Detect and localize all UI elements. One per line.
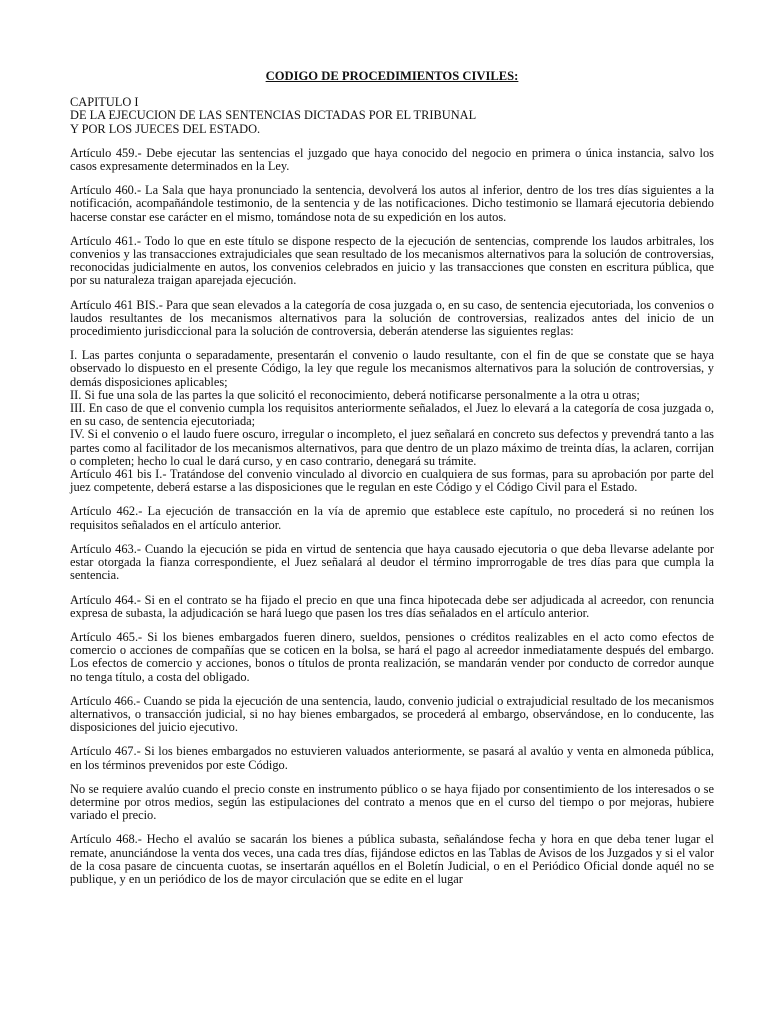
rule-i: I. Las partes conjunta o separadamente, presentarán el convenio o laudo resultante, con el fin de que se constate que se haya observado lo dispuesto en el presente Código, la ley que regule los mecanismos alternativos para la solución de controversias, y demás disposiciones aplicables; xyxy=(70,348,714,389)
rule-iv: IV. Si el convenio o el laudo fuere oscuro, irregular o incompleto, el juez señalará en concreto sus defectos y prevendrá tanto a las partes como al facilitador de los mecanismos alternativos, para que dentro de un plazo máximo de treinta días, la aclaren, corrijan o completen; hecho lo cual le dará curso, y en caso contrario, denegará su trámite. xyxy=(70,427,714,468)
article-467-paragraph-2: No se requiere avalúo cuando el precio conste en instrumento público o se haya fijado por consentimiento de los interesados o se determine por otros medios, según las estipulaciones del contrato a menos que en el curso del tiempo o por mejoras, hubiere variado el precio. xyxy=(70,781,714,823)
chapter-title-line-2: Y POR LOS JUECES DEL ESTADO. xyxy=(70,121,261,136)
article-461-bis-rules xyxy=(70,349,714,494)
article-462: Artículo 462.- La ejecución de transacción en la vía de apremio que establece este capítulo, no procederá si no reúnen los requisitos señalados en el artículo anterior. xyxy=(70,504,714,532)
article-461-bis: Artículo 461 BIS.- Para que sean elevados a la categoría de cosa juzgada o, en su caso, de sentencia ejecutoriada, los convenios o laudos resultantes de los mecanismos alternativos para la solución de controversias, realizados antes del inicio de un procedimiento jurisdiccional para la solución de controversia, deberán atenderse las siguientes reglas: xyxy=(70,297,714,339)
article-466: Artículo 466.- Cuando se pida la ejecución de una sentencia, laudo, convenio judicial o extrajudicial resultado de los mecanismos alternativos, o transacción judicial, si no hay bienes embargados, se procederá al embargo, observándose, en lo conducente, las disposiciones del juicio ejecutivo. xyxy=(70,693,714,735)
rule-ii: II. Si fue una sola de las partes la que solicitó el reconocimiento, deberá notificarse personalmente a la otra u otras; xyxy=(70,387,640,402)
article-459: Artículo 459.- Debe ejecutar las sentencias el juzgado que haya conocido del negocio en primera o única instancia, salvo los casos expresamente determinados en la Ley. xyxy=(70,145,714,174)
article-464: Artículo 464.- Si en el contrato se ha fijado el precio en que una finca hipotecada debe ser adjudicada al acreedor, con renuncia expresa de subasta, la adjudicación se hará luego que pasen los tres días señalados en el artículo anterior. xyxy=(70,592,714,620)
article-468: Artículo 468.- Hecho el avalúo se sacarán los bienes a pública subasta, señalándose fecha y hora en que deba tener lugar el remate, anunciándose la venta dos veces, una cada tres días, fijándose edictos en las Tablas de Avisos de los Juzgados y si el valor de la cosa pasare de cincuenta cuotas, se insertarán aquéllos en el Boletín Judicial, o en el Periódico Oficial donde aquél no se publique, y en un periódico de los de mayor circulación que se edite en el lugar xyxy=(70,832,714,886)
document-title: CODIGO DE PROCEDIMIENTOS CIVILES: xyxy=(265,69,519,83)
chapter-title-line-1: DE LA EJECUCION DE LAS SENTENCIAS DICTADAS POR EL TRIBUNAL xyxy=(70,108,477,123)
article-461: Artículo 461.- Todo lo que en este título se dispone respecto de la ejecución de sentencias, comprende los laudos arbitrales, los convenios y las transacciones extrajudiciales que sean resultado de los mecanismos alternativos para la solución de controversias, reconocidas judicialmente en autos, los convenios celebrados en juicio y las transacciones que consten en escritura pública, que por su naturaleza traigan aparejada ejecución. xyxy=(70,233,714,288)
chapter-heading xyxy=(70,96,714,136)
article-463: Artículo 463.- Cuando la ejecución se pida en virtud de sentencia que haya causado ejecutoria o que deba llevarse adelante por estar otorgada la fianza correspondiente, el Juez señalará al deudor el término improrrogable de tres días para que cumpla la sentencia. xyxy=(70,541,714,583)
document-page xyxy=(70,70,714,897)
article-461-bis-i: Artículo 461 bis I.- Tratándose del convenio vinculado al divorcio en cualquiera de sus formas, para su aprobación por parte del juez competente, deberá estarse a las disposiciones que le regulan en este Código y el Código Civil para el Estado. xyxy=(70,467,714,495)
article-467: Artículo 467.- Si los bienes embargados no estuvieren valuados anteriormente, se pasará al avalúo y venta en almoneda pública, en los términos prevenidos por este Código. xyxy=(70,744,714,772)
article-465: Artículo 465.- Si los bienes embargados fueren dinero, sueldos, pensiones o créditos realizables en el acto como efectos de comercio o acciones de compañías que se coticen en la bolsa, se hará el pago al acreedor inmediatamente después del embargo. Los efectos de comercio y acciones, bonos o títulos de pronta realización, se mandarán vender por conducto de corredor aunque no tenga título, a costa del obligado. xyxy=(70,629,714,684)
chapter-number: CAPITULO I xyxy=(70,95,139,110)
rule-iii: III. En caso de que el convenio cumpla los requisitos anteriormente señalados, el Juez lo elevará a la categoría de cosa juzgada o, en su caso, de sentencia ejecutoriada; xyxy=(70,401,714,429)
article-460: Artículo 460.- La Sala que haya pronunciado la sentencia, devolverá los autos al inferior, dentro de los tres días siguientes a la notificación, acompañándole testimonio, de la sentencia y de las notificaciones. Dicho testimonio se llamará ejecutoria debiendo hacerse constar ese carácter en el mismo, tomándose nota de su expedición en los autos. xyxy=(70,183,714,224)
